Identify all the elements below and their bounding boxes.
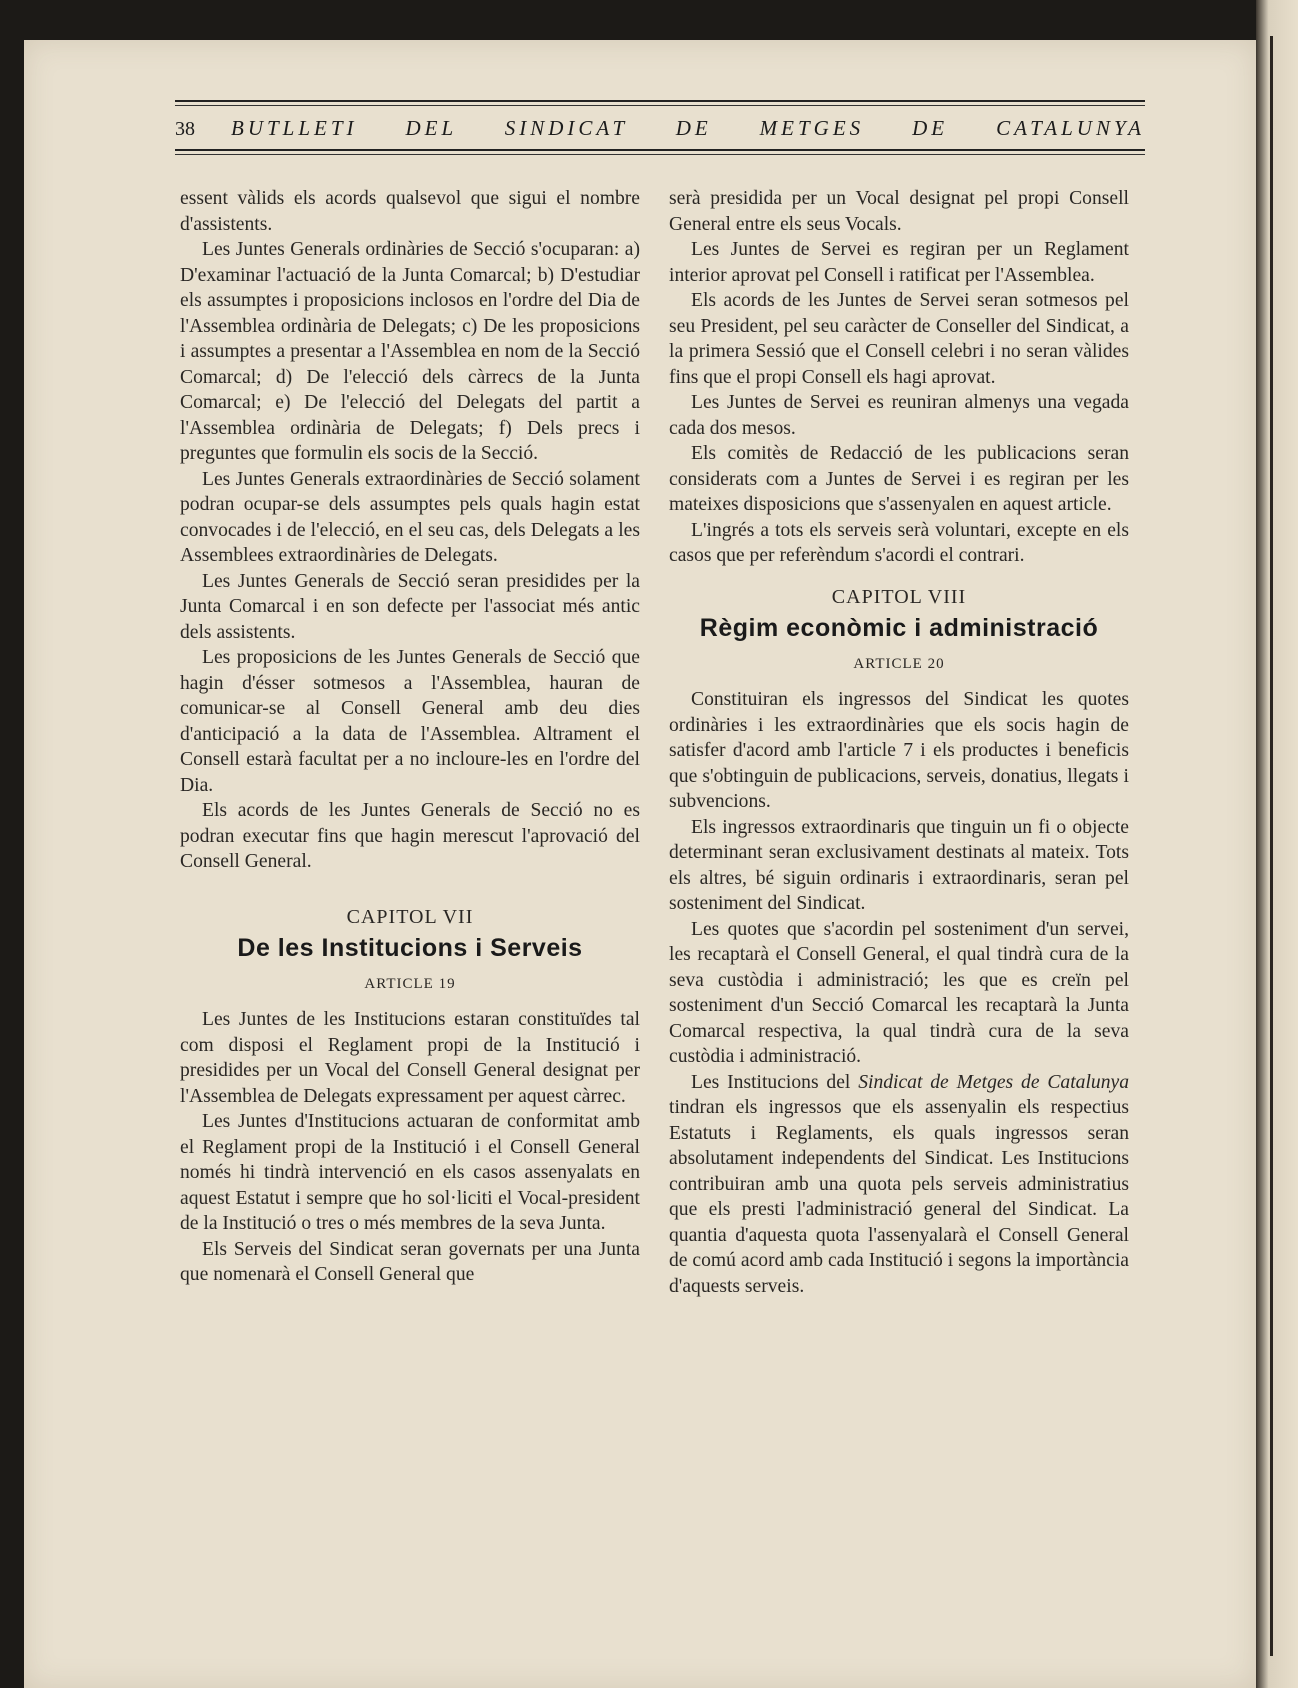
paragraph: Els acords de les Juntes Generals de Secció no es podran executar fins que hagin merescut l'aprovació del Consell General. (180, 800, 640, 872)
paragraph (669, 1070, 1129, 1300)
paragraph: serà presidida per un Vocal designat pel propi Consell General entre els seus Vocals. (669, 188, 1129, 235)
paragraph: Els comitès de Redacció de les publicacions seran considerats com a Juntes de Servei i es regiran per les mateixes disposicions que s'assenyalen en aquest article. (669, 443, 1129, 515)
paragraph: Les Juntes Generals de Secció seran presidides per la Junta Comarcal i en son defecte per l'associat més antic dels assistents. (180, 570, 640, 643)
header-row (175, 106, 1145, 149)
paragraph: Els acords de les Juntes de Servei seran sotmesos pel seu President, pel seu caràcter de Conseller del Sindicat, a la primera Sessió que el Consell celebri i no seran vàlides fins que el propi Consell els hagi aprovat. (669, 290, 1129, 388)
article-heading: ARTICLE 20 (853, 655, 945, 672)
header-rule-top (175, 100, 1145, 102)
section-title: Règim econòmic i administració (699, 614, 1099, 642)
paragraph: Les Juntes d'Institucions actuaran de conformitat amb el Reglament propi de la Institució i el Consell General només hi tindrà intervenció en els casos assenyalats en aquest Estatut i sempre que ho sol·liciti el Vocal-president de la Institució o tres o més membres de la seva Junta. (180, 1111, 640, 1234)
running-header (175, 100, 1145, 155)
page-edge-line (1270, 36, 1273, 1656)
paragraph: Les proposicions de les Juntes Generals de Secció que hagin d'ésser sotmesos a l'Assemblea, hauran de comunicar-se al Consell General amb deu dies d'anticipació a la data de l'Assemblea. Altrament el Consell estarà facultat per a no incloure-les en l'ordre del Dia. (180, 647, 640, 796)
page-number: 38 (175, 118, 195, 140)
paragraph: Les Juntes Generals ordinàries de Secció s'ocuparan: a) D'examinar l'actuació de la Junta Comarcal; b) D'estudiar els assumptes i proposicions inclosos en l'ordre del Dia de l'Assemblea ordinària de Delegats; c) De les proposicions i assumptes a presentar a l'Assemblea en nom de la Secció Comarcal; d) De l'elecció dels càrrecs de la Junta Comarcal; e) De l'elecció del Delegats del partit a l'Assemblea ordinària de Delegats; f) Dels precs i preguntes que formulin els socis de la Secció. (180, 239, 640, 464)
paragraph: Les Juntes Generals extraordinàries de Secció solament podran ocupar-se dels assumptes pels quals hagin estat convocades i de l'elecció, en el seu cas, dels Delegats a les Assemblees extraordinàries de Delegats. (180, 468, 640, 566)
paragraph: Els Serveis del Sindicat seran governats per una Junta que nomenarà el Consell General que (180, 1238, 640, 1285)
italic-text-run: Sindicat de Metges de Catalunya (858, 1071, 1130, 1093)
paragraph: Les Juntes de les Institucions estaran constituïdes tal com disposi el Reglament propi de la Institució i presidides per un Vocal del Consell General designat per l'Assemblea de Delegats expressament per aquest càrrec. (180, 1009, 640, 1107)
paragraph: Constituiran els ingressos del Sindicat les quotes ordinàries i les extraordinàries que els socis hagin de satisfer d'acord amb l'article 7 i els productes i beneficis que s'obtinguin de publicacions, serveis, donatius, llegats i subvencions. (669, 689, 1129, 812)
paragraph: L'ingrés a tots els serveis serà voluntari, excepte en els casos que per referèndum s'acordi el contrari. (669, 519, 1129, 566)
paragraph: Les Juntes de Servei es regiran per un Reglament interior aprovat pel Consell i ratificat per l'Assemblea. (669, 239, 1129, 286)
paragraph: Les Juntes de Servei es reuniran almenys una vegada cada dos mesos. (669, 392, 1129, 439)
paragraph: essent vàlids els acords qualsevol que sigui el nombre d'assistents. (180, 188, 640, 235)
header-rule-bottom-thin (175, 154, 1145, 155)
adjacent-page-edge (1256, 0, 1298, 1688)
chapter-heading: CAPITOL VIII (831, 585, 967, 608)
section-title: De les Institucions i Serveis (237, 934, 583, 962)
text-run: tindran els ingressos que els assenyalin els respectius Estatuts i Reglaments, els quals ingressos seran absolutament independents del Sindicat. Les Institucions contribuiran amb una quota pels serveis administratius que els presti l'administració general del Sindicat. La quantia d'aquesta quota l'assenyalarà el Consell General de comú acord amb cada Institució i segons la importància d'aquests serveis. (669, 1097, 1129, 1297)
article-heading: ARTICLE 19 (364, 975, 456, 992)
header-rule-bottom (175, 149, 1145, 151)
right-column (669, 186, 1129, 1299)
paragraph: Les quotes que s'acordin pel sosteniment d'un servei, les recaptarà el Consell General, el qual tindrà cura de la seva custòdia i administració; les que es creïn pel sosteniment d'un Secció Comarcal les recaptarà la Junta Comarcal respectiva, la qual tindrà cura de la seva custòdia i administració. (669, 918, 1129, 1067)
paragraph: Els ingressos extraordinaris que tinguin un fi o objecte determinant seran exclusivament destinats al mateix. Tots els altres, bé siguin ordinaris i extraordinaris, seran pel sosteniment del Sindicat. (669, 816, 1129, 914)
text-run: Les Institucions del (691, 1071, 859, 1093)
journal-title: BUTLLETI DEL SINDICAT DE METGES DE CATALUNYA (231, 116, 1145, 140)
chapter-heading: CAPITOL VII (346, 905, 474, 928)
left-column (180, 186, 640, 1288)
